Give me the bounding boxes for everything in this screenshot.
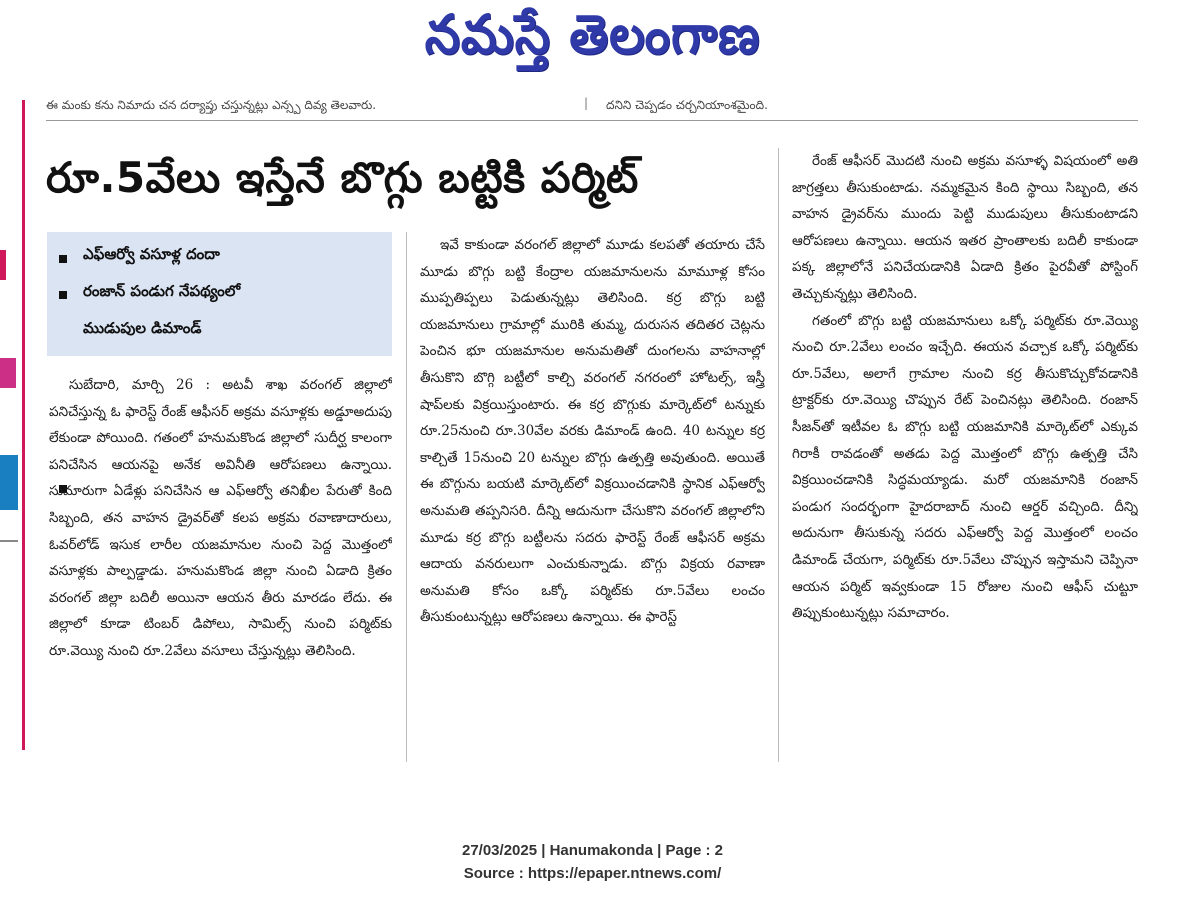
article-headline: రూ.5వేలు ఇస్తేనే బొగ్గు బట్టికి పర్మిట్: [46, 153, 639, 202]
subheadline-box: [47, 232, 392, 356]
article-paragraph: గతంలో బొగ్గు బట్టి యజమానులు ఒక్కో పర్మిట్‌కు రూ.వెయ్యి నుంచి రూ.2వేలు లంచం ఇచ్చేది. ఈయన వచ్చాక ఒక్కో పర్మిట్‌కు రూ.5వేలు, అలాగే గ్రామాల నుంచి కర్ర తీసుకొచ్చుకోవడానికి ట్రాక్టర్‌కు రూ.వెయ్యి చొప్పున రేట్ పెంచినట్లు తెలిసింది. రంజాన్ సీజన్‌తో ఇటీవల ఓ బొగ్గు బట్టి యజమానికి మార్కెట్‌లో ఎక్కువ గిరాకీ రావడంతో అతడు పెద్ద మొత్తంలో బొగ్గు ఉత్పత్తి చేసి విక్రయించడానికి సిద్ధమయ్యాడు. మరో యజమానికి రంజాన్ పండుగ సందర్భంగా హైదరాబాద్ నుంచి ఆర్డర్ వచ్చింది. దీన్ని అదునుగా తీసుకున్న సదరు ఎఫ్‌ఆర్వో పెద్ద మొత్తంలో లంచం డిమాండ్ చేయగా, పర్మిట్‌కు రూ.5వేలు చొప్పున ఇస్తామని చెప్పినా ఆయన పర్మిట్ ఇవ్వకుండా 15 రోజుల నుంచి ఆఫీస్ చుట్టూ తిప్పుకుంటున్నట్లు సమాచారం.: [792, 312, 1138, 622]
tail-right-text: దనిని చెప్పడం చర్చనియాంశమైంది.: [606, 98, 768, 112]
article-column-2: [420, 232, 765, 772]
subheadline: ముడుపుల డిమాండ్: [83, 319, 202, 337]
strip-mark: [0, 455, 18, 510]
subheadline: రంజాన్ పండుగ నేపథ్యంలో: [83, 282, 241, 300]
strip-mark: [0, 358, 16, 388]
previous-article-tail: [46, 96, 1138, 121]
article-paragraph: సుబేదారి, మార్చి 26 : అటవీ శాఖ వరంగల్ జిల్లాలో పనిచేస్తున్న ఓ ఫారెస్ట్ రేంజ్ ఆఫీసర్ అక్రమ వసూళ్లకు అడ్డూఅదుపు లేకుండా పోయింది. గతంలో హనుమకొండ జిల్లాలో సుదీర్ఘ కాలంగా పనిచేసిన ఆయనపై అనేక అవినీతి ఆరోపణలు ఉన్నాయి. సుమారుగా ఏడేళ్లు పనిచేసిన ఆ ఎఫ్‌ఆర్వో తనిఖీల పేరుతో కింది సిబ్బంది, తన వాహన డ్రైవర్‌తో కలప అక్రమ రవాణాదారులు, ఓవర్‌లోడ్ ఇసుక లారీల యజమానుల నుంచి పెద్ద మొత్తంలో వసూళ్లకు పాల్పడ్డాడు. హనుమకొండ జిల్లా నుంచి ఏడాది క్రితం వరంగల్ జిల్లా బదిలీ అయినా ఆయన తీరు మారడం లేదు. ఈ జిల్లాలో కూడా టింబర్ డిపోలు, సామిల్స్ నుంచి పర్మిట్‌కు రూ.వెయ్యి నుంచి రూ.2వేలు వసూలు చేస్తున్నట్లు తెలిసింది.: [49, 377, 392, 659]
strip-mark: [0, 250, 6, 280]
subheadline: ఎఫ్‌ఆర్వో వసూళ్ల దందా: [83, 245, 220, 263]
adjacent-page-strip: [0, 100, 25, 750]
strip-mark: [0, 540, 18, 542]
article-column-3: [792, 148, 1138, 763]
article-column-1: [49, 372, 392, 762]
footer-source: Source : https://epaper.ntnews.com/: [463, 865, 722, 882]
article-paragraph: ఇవే కాకుండా వరంగల్ జిల్లాలో మూడు కలపతో తయారు చేసే మూడు బొగ్గు బట్టి కేంద్రాల యజమానులను మామూళ్ల కోసం ముప్పతిప్పలు పెడుతున్నట్లు తెలిసింది. కర్ర బొగ్గు బట్టి యజమానులు గ్రామాల్లో మురికి తుమ్మ, దురుసన తదితర చెట్లను పెంచిన భూ యజమానుల అనుమతితో దుంగలను వాహనాల్లో తీసుకొని బొగ్గి బట్టీలో కాల్చి వరంగల్ నగరంలో హోటల్స్, ఇస్త్రీ షాప్‌లకు విక్రయిస్తుంటారు. ఈ కర్ర బొగ్గుకు మార్కెట్‌లో టన్నుకు రూ.25నుంచి రూ.30వేల వరకు డిమాండ్ ఉంది. 40 టన్నుల కర్ర కాల్చితే 15నుంచి 20 టన్నుల బొగ్గు ఉత్పత్తి అవుతుంది. అయితే ఈ బొగ్గును బయటి మార్కెట్‌లో విక్రయించడానికి స్థానిక ఎఫ్‌ఆర్వో అనుమతి తప్పనిసరి. దీన్ని ఆదునుగా చేసుకొని వరంగల్ జిల్లాలోని మూడు కర్ర బొగ్గు బట్టీలను సదరు ఫారెస్ట్ రేంజ్ ఆఫీసర్ అక్రమ ఆదాయ వనరులుగా ఎంచుకున్నాడు. బొగ్గు విక్రయ రవాణా అనుమతి కోసం ఒక్కో పర్మిట్‌కు రూ.5వేలు లంచం తీసుకుంటున్నట్లు ఆరోపణలు ఉన్నాయి. ఈ ఫారెస్ట్: [420, 237, 765, 626]
tail-separator: |: [584, 96, 589, 110]
bullet-icon: [59, 291, 67, 299]
masthead-logo: నమస్తే తెలంగాణ: [424, 3, 761, 66]
column-divider: [406, 232, 407, 762]
bullet-icon: [59, 255, 67, 263]
footer-date-edition: 27/03/2025 | Hanumakonda | Page : 2: [461, 842, 723, 859]
tail-left-text: ఈ మంకు కను నిమాదు చన దర్యాప్తు చస్తున్నట్లు ఎన్స్ప దివ్య తెలవారు.: [46, 98, 377, 112]
column-divider: [778, 148, 779, 762]
article-paragraph: రేంజ్ ఆఫీసర్ మొదటి నుంచి అక్రమ వసూళ్ళ విషయంలో అతి జాగ్రత్తలు తీసుకుంటాడు. నమ్మకమైన కింది స్థాయి సిబ్బంది, తన వాహన డ్రైవర్‌ను ముందు పెట్టి ముడుపులు తీసుకుంటాడని ఆరోపణలు ఉన్నాయి. ఆయన ఇతర ప్రాంతాలకు బదిలీ కాకుండా పక్క జిల్లాలోనే పనిచేయడానికి ఏడాది క్రితం పైరవీతో పోస్టింగ్ తెచ్చుకున్నట్లు తెలిసింది.: [792, 153, 1138, 302]
